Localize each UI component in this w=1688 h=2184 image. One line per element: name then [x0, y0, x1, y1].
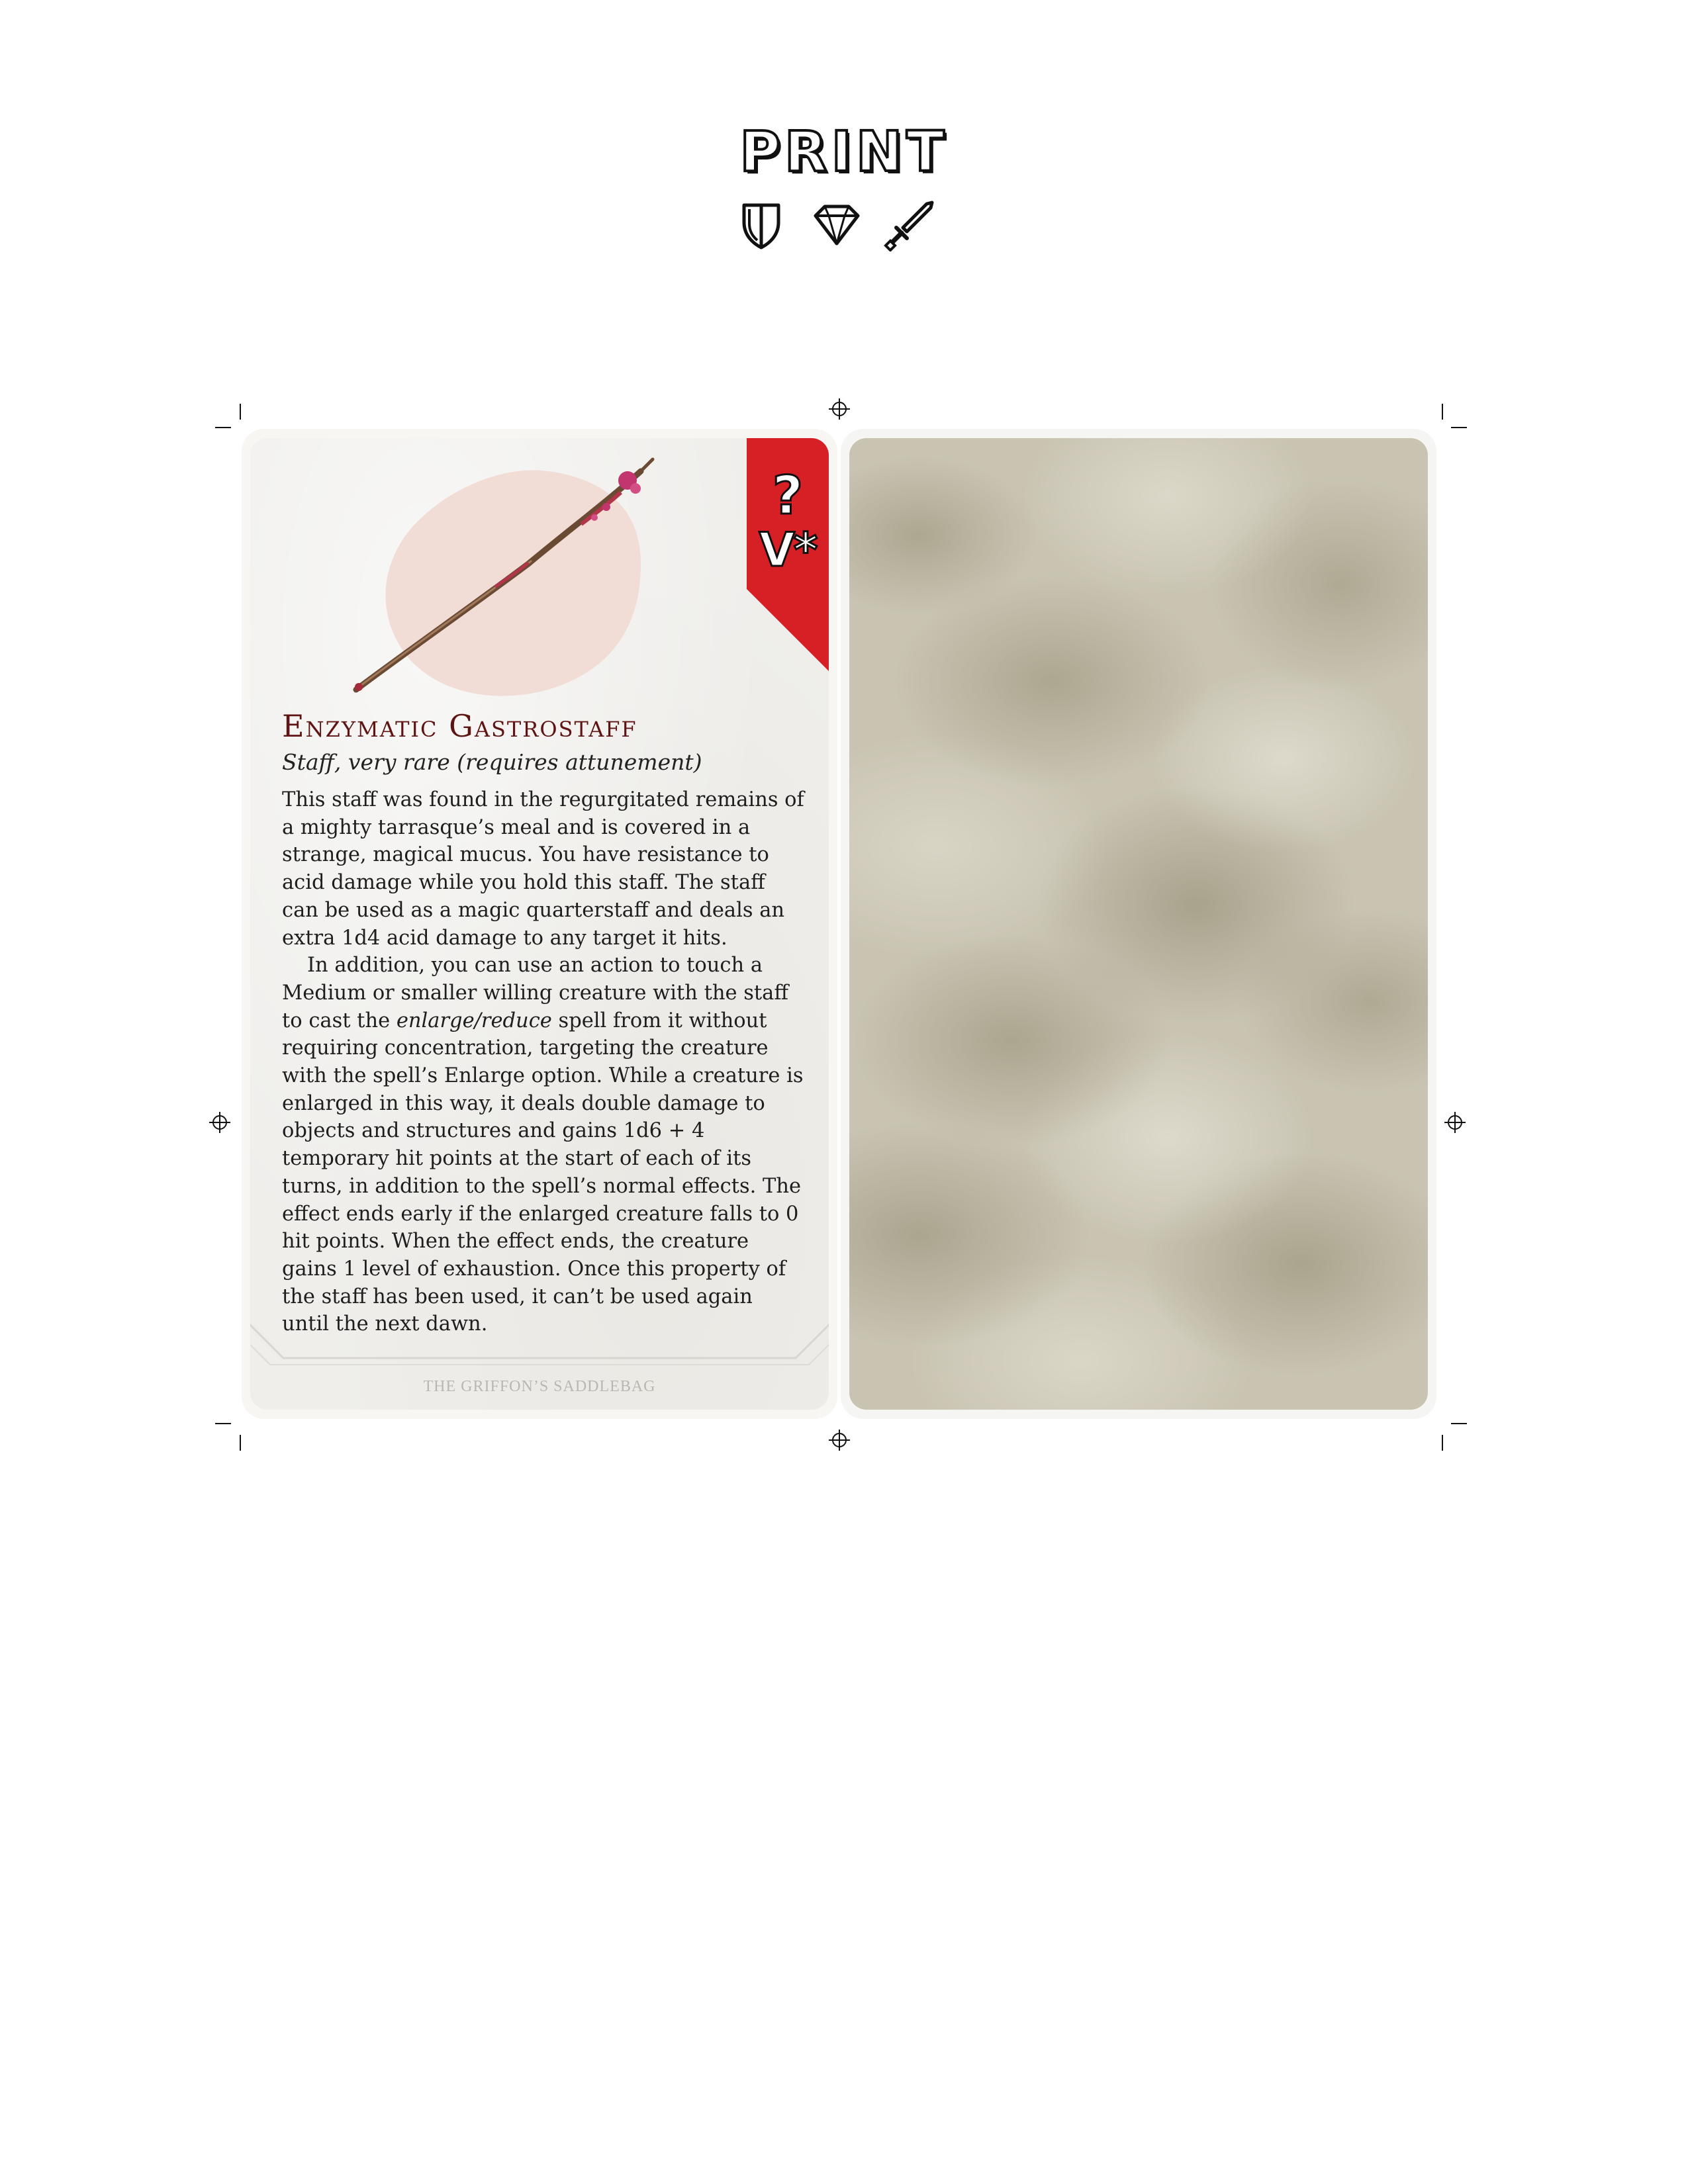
registration-mark [827, 397, 851, 421]
spell-name: enlarge/reduce [396, 1009, 552, 1032]
crop-mark [215, 427, 231, 428]
staff-illustration [330, 451, 720, 703]
crop-mark [215, 1423, 231, 1424]
description-paragraph: In addition, you can use an action to touch a Medium or smaller willing creature with the staff to cast the enlarge/reduce spell from it without requiring concentration, targeting the creature with the spell’s Enlarge option. While a creature is enlarged in this way, it deals double damage to objects and structures and gains 1d6 + 4 temporary hit points at the start of each of its turns, in addition to the spell’s normal effects. The effect ends early if the enlarged creature falls to 0 hit points. When the effect ends, the creature gains 1 level of exhaustion. Once this property of the staff has been used, it can’t be used again until the next dawn. [282, 954, 804, 1336]
registration-mark [1443, 1111, 1467, 1134]
card-footer: THE GRIFFON’S SADDLEBAG [423, 1378, 656, 1395]
gem-icon [810, 199, 863, 251]
card-back [849, 438, 1428, 1410]
registration-mark [208, 1111, 232, 1134]
rarity-letter: V* [759, 523, 817, 577]
shield-icon [735, 199, 788, 251]
crop-mark [1451, 1423, 1467, 1424]
card-front [250, 438, 829, 1410]
item-type: Staff, very rare (requires attunement) [282, 749, 702, 775]
description-paragraph: This staff was found in the regurgitated remains of a mighty tarrasque’s meal and is covered in a strange, magical mucus. You have resistance to acid damage while you hold this staff. The staff can be used as a magic quarterstaff and deals an extra 1d4 acid damage to any target it hits. [282, 788, 804, 950]
attunement-symbol: ? [772, 465, 804, 526]
item-name: Enzymatic Gastrostaff [282, 708, 637, 744]
crop-mark [1451, 427, 1467, 428]
crop-mark [240, 1435, 241, 1451]
crop-mark [1442, 1435, 1443, 1451]
item-description [282, 786, 805, 1338]
print-title: PRINT [739, 119, 949, 184]
sword-icon [883, 199, 936, 251]
registration-mark [827, 1428, 851, 1452]
crop-mark [1442, 404, 1443, 420]
crop-mark [240, 404, 241, 420]
